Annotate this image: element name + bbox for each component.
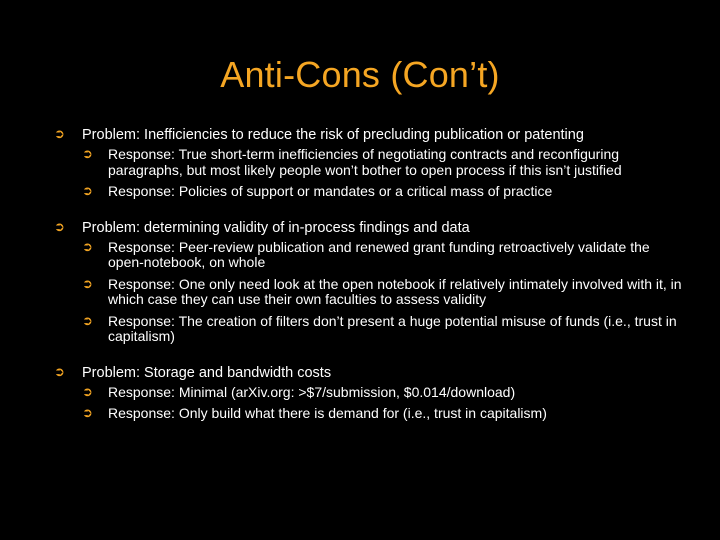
bullet-text: Problem: Inefficiencies to reduce the risk of precluding publication or patenting [82,127,584,143]
slide-content [54,127,684,442]
arrow-bullet-icon: ➲ [82,406,93,421]
arrow-bullet-icon: ➲ [54,219,65,235]
arrow-bullet-icon: ➲ [54,364,65,380]
sub-bullet-text: Response: The creation of filters don’t present a huge potential misuse of funds (i.e., trust in capitalism) [108,312,677,344]
bullet-item [54,127,684,200]
sub-bullet-item [82,240,684,271]
sub-bullet-text: Response: True short-term inefficiencies of negotiating contracts and reconfiguring paragraphs, but most likely people won’t bother to open process if this isn’t justified [108,146,622,178]
slide-title: Anti-Cons (Con’t) [220,54,500,95]
arrow-bullet-icon: ➲ [82,276,93,292]
sub-bullet-item [82,184,684,200]
sub-bullet-item [82,277,684,308]
sub-bullet-text: Response: Minimal (arXiv.org: >$7/submission, $0.014/download) [108,383,516,400]
sub-bullet-text: Response: Peer-review publication and renewed grant funding retroactively validate the open-notebook, on whole [108,238,650,270]
sub-bullet-list [82,385,684,422]
sub-bullet-item [82,147,684,178]
sub-bullet-item [82,406,684,422]
arrow-bullet-icon: ➲ [82,313,93,329]
sub-bullet-text: Response: One only need look at the open notebook if relatively intimately involved with it, in which case they can use their own faculties to assess validity [108,275,682,307]
arrow-bullet-icon: ➲ [82,239,93,255]
arrow-bullet-icon: ➲ [54,127,65,142]
sub-bullet-item [82,314,684,345]
arrow-bullet-icon: ➲ [82,184,93,199]
bullet-item [54,220,684,345]
arrow-bullet-icon: ➲ [82,384,93,400]
bullet-item [54,365,684,422]
bullet-text: Problem: determining validity of in-process findings and data [82,219,470,236]
sub-bullet-item [82,385,684,401]
sub-bullet-text: Response: Only build what there is demand for (i.e., trust in capitalism) [108,405,547,421]
arrow-bullet-icon: ➲ [82,147,93,162]
sub-bullet-list [82,147,684,200]
bullet-text: Problem: Storage and bandwidth costs [82,364,332,381]
sub-bullet-list [82,240,684,345]
sub-bullet-text: Response: Policies of support or mandates or a critical mass of practice [108,183,553,199]
